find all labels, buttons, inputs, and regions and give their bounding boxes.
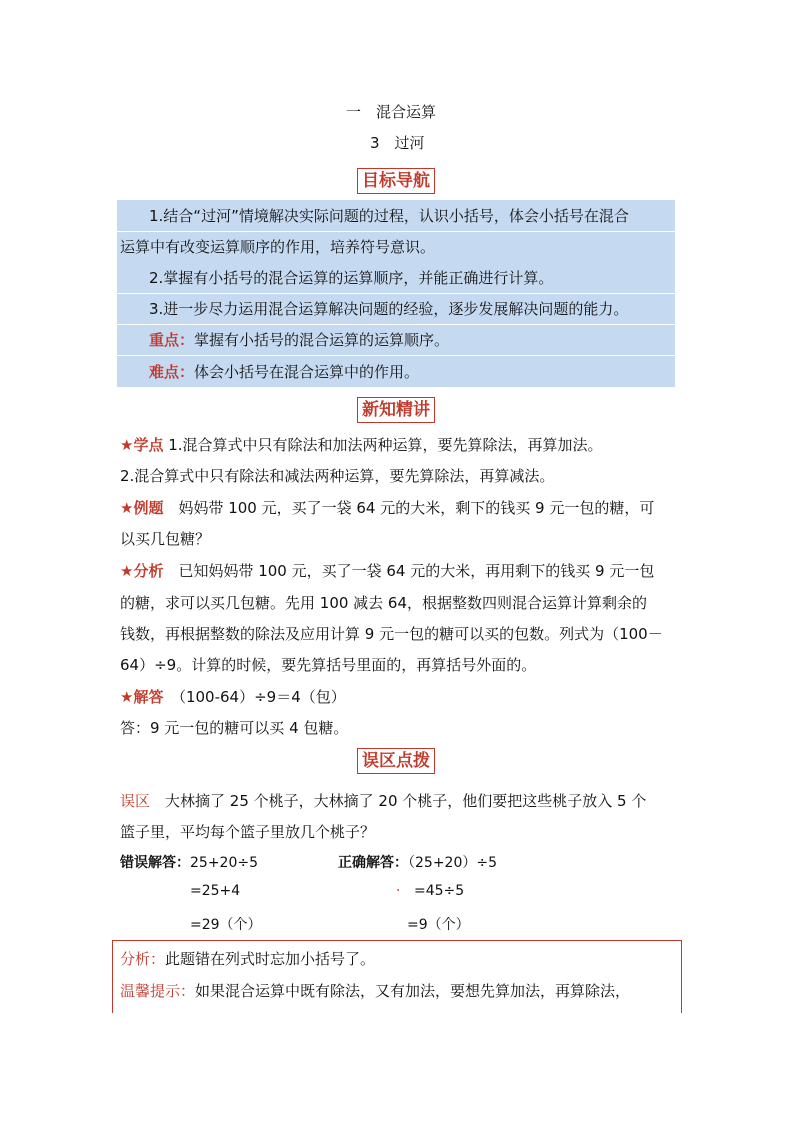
hint-analysis-label: 分析： xyxy=(120,950,166,968)
analysis-text-1: 已知妈妈带 100 元，买了一袋 64 元的大米，再用剩下的钱买 9 元一包 xyxy=(163,562,655,580)
right-solution-header xyxy=(338,852,497,872)
chapter-title: 一 混合运算 xyxy=(346,103,437,121)
wrong-step-2: =25+4 xyxy=(190,883,241,899)
analysis-label: ★分析 xyxy=(120,562,164,580)
key-point xyxy=(149,329,449,350)
stray-dot: . xyxy=(396,879,401,895)
divider xyxy=(117,231,675,232)
divider xyxy=(117,355,675,356)
goal-section-heading: 目标导航 xyxy=(357,168,435,194)
example-label: ★例题 xyxy=(120,499,164,517)
right-solution-label: 正确解答： xyxy=(338,855,408,871)
example-line-2: 以买几包糖？ xyxy=(120,530,211,548)
key-point-label: 重点： xyxy=(149,331,195,349)
key-point-text: 掌握有小括号的混合运算的运算顺序。 xyxy=(194,331,450,349)
divider xyxy=(117,293,675,294)
warm-tip-label: 温馨提示： xyxy=(120,982,196,1000)
answer-line xyxy=(120,686,346,707)
goal-3: 3.进一步尽力运用混合运算解决问题的经验，逐步发展解决问题的能力。 xyxy=(149,300,629,318)
answer-text: 答：9 元一包的糖可以买 4 包糖。 xyxy=(120,719,349,737)
divider xyxy=(117,324,675,325)
right-step-1: （25+20）÷5 xyxy=(408,855,497,871)
analysis-line-2: 的糖，求可以买几包糖。先用 100 减去 64，根据整数四则混合运算计算剩余的 xyxy=(120,594,648,612)
analysis-line-3: 钱数，再根据整数的除法及应用计算 9 元一包的糖可以买的包数。列式为（100－ xyxy=(120,625,663,643)
mistake-problem-line-2: 篮子里，平均每个篮子里放几个桃子？ xyxy=(120,823,376,841)
mistake-section-heading: 误区点拨 xyxy=(357,748,435,774)
warm-tip-text: 如果混合运算中既有除法，又有加法，要想先算加法，再算除法， xyxy=(195,982,631,1000)
mistake-label: 误区 xyxy=(120,792,151,810)
goal-box xyxy=(117,200,675,387)
answer-label: ★解答 xyxy=(120,688,164,706)
learning-point-1 xyxy=(120,434,603,455)
wrong-solution-header xyxy=(120,852,258,872)
right-step-2: =45÷5 xyxy=(414,883,465,899)
learning-point-label: ★学点 xyxy=(120,436,164,454)
goal-2: 2.掌握有小括号的混合运算的运算顺序，并能正确进行计算。 xyxy=(149,269,554,287)
learning-point-2: 2.混合算式中只有除法和减法两种运算，要先算除法，再算减法。 xyxy=(120,467,555,485)
wrong-step-3: =29（个） xyxy=(190,917,262,933)
goal-1-line-1: 1.结合“过河”情境解决实际问题的过程，认识小括号，体会小括号在混合 xyxy=(149,207,629,225)
difficulty-point xyxy=(149,361,419,382)
answer-expression: （100-64）÷9＝4（包） xyxy=(163,688,346,706)
example-line-1 xyxy=(120,497,654,518)
new-knowledge-heading: 新知精讲 xyxy=(357,397,435,423)
difficulty-text: 体会小括号在混合运算中的作用。 xyxy=(194,363,420,381)
hint-analysis xyxy=(120,948,375,969)
goal-1-line-2: 运算中有改变运算顺序的作用，培养符号意识。 xyxy=(120,238,436,256)
analysis-line-1 xyxy=(120,560,654,581)
learning-point-1-text: 1.混合算式中只有除法和加法两种运算，要先算除法，再算加法。 xyxy=(163,436,603,454)
example-text-1: 妈妈带 100 元，买了一袋 64 元的大米，剩下的钱买 9 元一包的糖，可 xyxy=(163,499,655,517)
analysis-line-4: 64）÷9。计算的时候，要先算括号里面的，再算括号外面的。 xyxy=(120,656,537,674)
right-step-3: =9（个） xyxy=(407,917,470,933)
difficulty-label: 难点： xyxy=(149,363,195,381)
warm-tip xyxy=(120,980,630,1001)
mistake-problem-text-1: 大林摘了 25 个桃子，大林摘了 20 个桃子，他们要把这些桃子放入 5 个 xyxy=(150,792,647,810)
hint-analysis-text: 此题错在列式时忘加小括号了。 xyxy=(165,950,376,968)
lesson-title: 3 过河 xyxy=(370,134,425,152)
wrong-step-1: 25+20÷5 xyxy=(190,855,258,871)
wrong-solution-label: 错误解答： xyxy=(120,855,190,871)
mistake-problem-line-1 xyxy=(120,790,646,811)
